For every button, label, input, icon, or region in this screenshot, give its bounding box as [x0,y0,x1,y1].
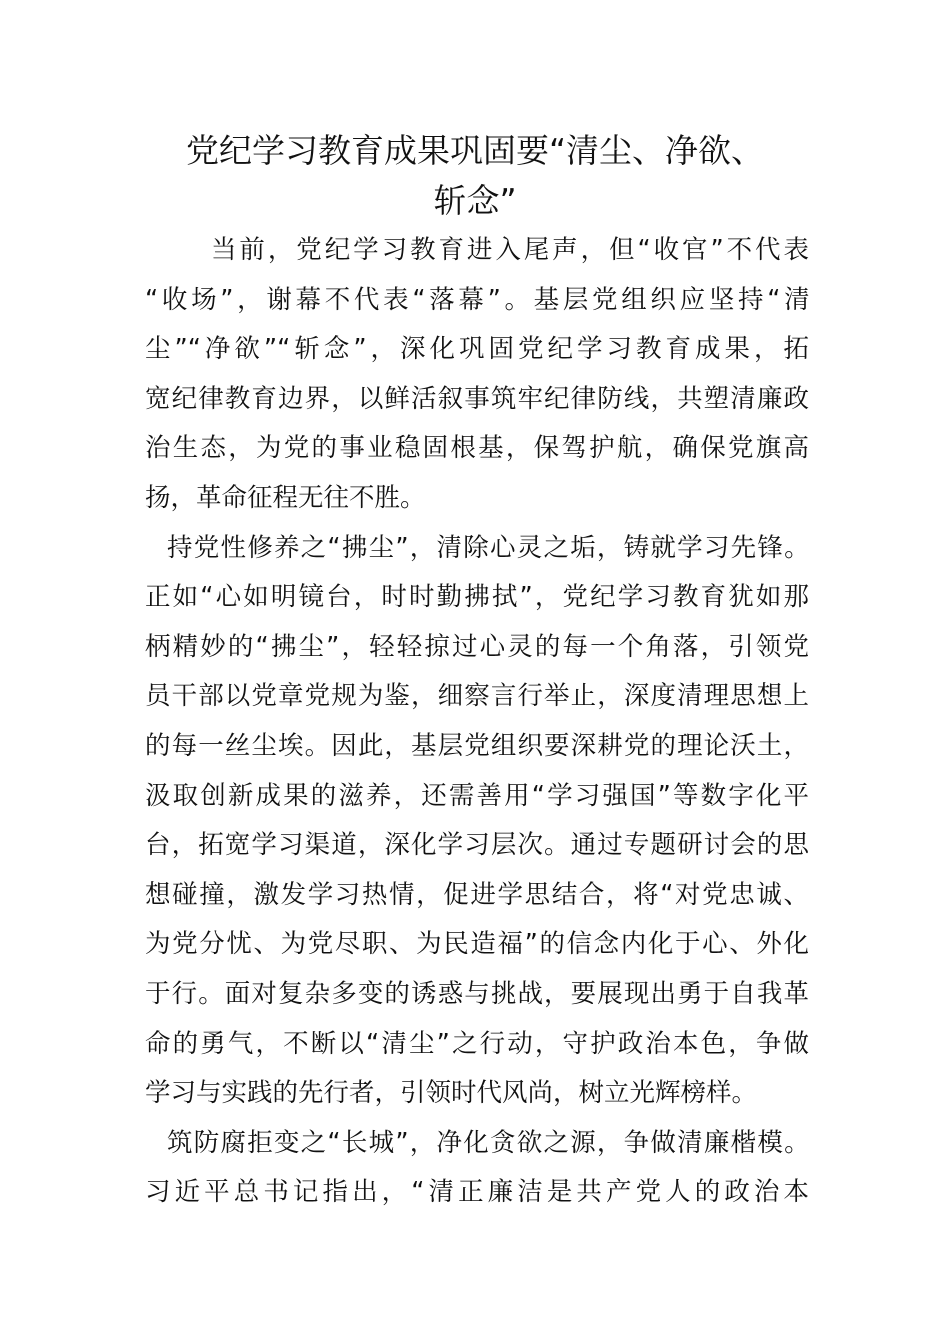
paragraph-line: 筑防腐拒变之“长城”，净化贪欲之源，争做清廉楷模。 [167,1127,809,1158]
paragraph-line: 正如“心如明镜台，时时勤拂拭”，党纪学习教育犹如那 [145,582,809,613]
title-line-2: 斩念” [433,181,517,220]
paragraph-line: 为党分忧、为党尽职、为民造福”的信念内化于心、外化 [145,929,809,960]
paragraph-line: 习近平总书记指出，“清正廉洁是共产党人的政治本 [145,1177,809,1208]
document-title [140,126,810,226]
paragraph-line: 柄精妙的“拂尘”，轻轻掠过心灵的每一个角落，引领党 [145,631,809,662]
paragraph-2 [145,524,809,1119]
title-line-1: 党纪学习教育成果巩固要“清尘、净欲、 [185,131,765,170]
paragraph-line: 治生态，为党的事业稳固根基，保驾护航，确保党旗高 [145,433,809,464]
paragraph-line: 扬，革命征程无往不胜。 [145,482,426,513]
paragraph-3 [145,1119,809,1218]
paragraph-line: 持党性修养之“拂尘”，清除心灵之垢，铸就学习先锋。 [167,532,809,563]
paragraph-line: 宽纪律教育边界，以鲜活叙事筑牢纪律防线，共塑清廉政 [145,383,809,414]
paragraph-1 [145,226,809,524]
paragraph-line: 员干部以党章党规为鉴，细察言行举止，深度清理思想上 [145,681,809,712]
paragraph-line: 台，拓宽学习渠道，深化学习层次。通过专题研讨会的思 [145,830,809,861]
paragraph-line: 汲取创新成果的滋养，还需善用“学习强国”等数字化平 [145,780,809,811]
paragraph-line: 于行。面对复杂多变的诱惑与挑战，要展现出勇于自我革 [145,978,809,1009]
paragraph-line: 尘”“净欲”“斩念”，深化巩固党纪学习教育成果，拓 [145,334,809,365]
paragraph-line: 当前，党纪学习教育进入尾声，但“收官”不代表 [211,235,809,265]
paragraph-line: 的每一丝尘埃。因此，基层党组织要深耕党的理论沃土， [145,730,809,761]
paragraph-line: 学习与实践的先行者，引领时代风尚，树立光辉榜样。 [145,1078,758,1109]
paragraph-line: 命的勇气，不断以“清尘”之行动，守护政治本色，争做 [145,1028,809,1059]
paragraph-line: “收场”，谢幕不代表“落幕”。基层党组织应坚持“清 [145,284,809,315]
paragraph-line: 想碰撞，激发学习热情，促进学思结合，将“对党忠诚、 [145,879,809,910]
document-body [145,226,809,1218]
